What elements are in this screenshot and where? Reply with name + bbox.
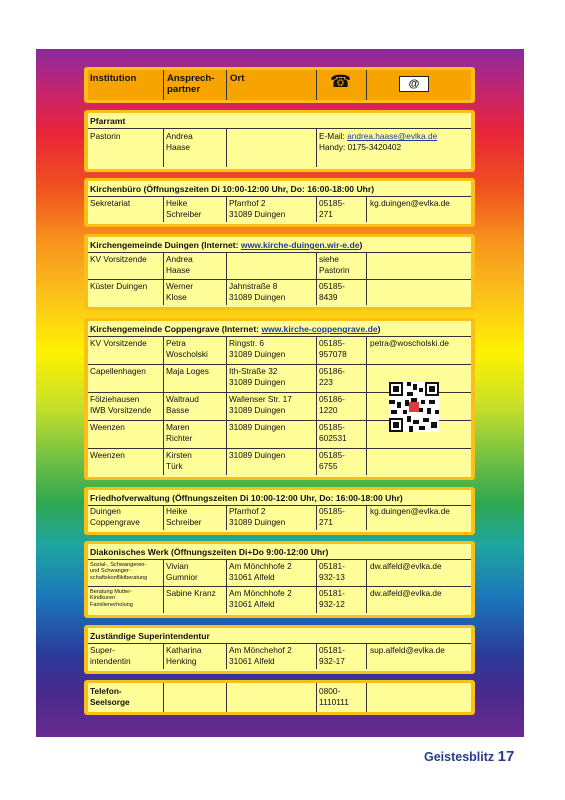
- role-cell: Sekretariat: [90, 198, 131, 208]
- role-cell: Küster Duingen: [90, 281, 148, 291]
- website-link[interactable]: www.kirche-coppengrave.de: [261, 324, 378, 334]
- phone-icon: ☎: [330, 72, 352, 91]
- phone-cell: 05186- 1220: [319, 394, 345, 416]
- name-cell: Heike Schreiber: [166, 198, 202, 220]
- email-link[interactable]: kg.duingen@evlka.de: [370, 506, 450, 516]
- role-cell: Duingen Coppengrave: [90, 506, 140, 528]
- diakonie-section: [84, 541, 475, 618]
- contact-cell: E-Mail: andrea.haase@evlka.de Handy: 0175-3420402: [319, 131, 438, 153]
- section-title: Kirchengemeinde Duingen (Internet: www.kirche-duingen.wir-e.de): [90, 240, 363, 250]
- telefonseelsorge-section: [84, 680, 475, 715]
- email-link[interactable]: dw.alfeld@evlka.de: [370, 588, 442, 598]
- footer-brand: Geistesblitz: [424, 750, 495, 764]
- name-cell: Sabine Kranz: [166, 588, 216, 598]
- section-title: Pfarramt: [90, 116, 126, 126]
- name-cell: Waltraud Basse: [166, 394, 199, 416]
- name-cell: Heike Schreiber: [166, 506, 202, 528]
- address-cell: Pfarrhof 2 31089 Duingen: [229, 198, 286, 220]
- pfarramt-section: [84, 110, 475, 172]
- kirchenbuero-section: [84, 178, 475, 227]
- section-title: Kirchengemeinde Coppengrave (Internet: www.kirche-coppengrave.de): [90, 324, 381, 334]
- phone-cell: 05185- 8439: [319, 281, 345, 303]
- section-title: Kirchenbüro (Öffnungszeiten Di 10:00-12:00 Uhr, Do: 16:00-18:00 Uhr): [90, 184, 375, 194]
- phone-cell: 05181- 932-13: [319, 561, 345, 583]
- address-cell: 31089 Duingen: [229, 450, 286, 460]
- address-cell: Am Mönchhofe 2 31061 Alfeld: [229, 561, 292, 583]
- phone-cell: 05185- 602531: [319, 422, 347, 444]
- superintendentur-section: [84, 625, 475, 674]
- role-cell: KV Vorsitzende: [90, 254, 147, 264]
- address-cell: Ringstr. 6 31089 Duingen: [229, 338, 286, 360]
- friedhof-section: [84, 487, 475, 535]
- address-cell: Wallenser Str. 17 31089 Duingen: [229, 394, 292, 416]
- email-link[interactable]: kg.duingen@evlka.de: [370, 198, 450, 208]
- telefonseelsorge-label: Telefon- Seelsorge: [90, 686, 130, 708]
- website-link[interactable]: www.kirche-duingen.wir-e.de: [240, 240, 360, 250]
- name-cell: Kirsten Türk: [166, 450, 192, 472]
- header-institution: Institution: [90, 73, 137, 84]
- role-cell: Weenzen: [90, 450, 125, 460]
- email-link[interactable]: dw.alfeld@evlka.de: [370, 561, 442, 571]
- phone-cell: 05185- 6755: [319, 450, 345, 472]
- email-link[interactable]: petra@woscholski.de: [370, 338, 449, 348]
- name-cell: Andrea Haase: [166, 131, 193, 153]
- section-title: Friedhofverwaltung (Öffnungszeiten Di 10:00-12:00 Uhr, Do: 16:00-18:00 Uhr): [90, 493, 403, 503]
- role-cell: Super- intendentin: [90, 645, 131, 667]
- qr-code[interactable]: [389, 382, 439, 432]
- role-cell: Capellenhagen: [90, 366, 146, 376]
- address-cell: Am Mönchhofe 2 31061 Alfeld: [229, 588, 292, 610]
- phone-cell: siehe Pastorin: [319, 254, 350, 276]
- duingen-section: [84, 234, 475, 310]
- phone-cell: 05185- 957078: [319, 338, 347, 360]
- name-cell: Maren Richter: [166, 422, 193, 444]
- role-cell: Weenzen: [90, 422, 125, 432]
- phone-cell: 05186- 223: [319, 366, 345, 388]
- header-row: [84, 67, 475, 103]
- phone-cell: 05185- 271: [319, 198, 345, 220]
- role-cell: KV Vorsitzende: [90, 338, 147, 348]
- phone-cell: 05185- 271: [319, 506, 345, 528]
- name-cell: Vivian Gumnior: [166, 561, 198, 583]
- name-cell: Werner Klose: [166, 281, 194, 303]
- role-cell: Pastorin: [90, 131, 121, 141]
- address-cell: Am Mönchehof 2 31061 Alfeld: [229, 645, 292, 667]
- address-cell: Pfarrhof 2 31089 Duingen: [229, 506, 286, 528]
- phone-cell: 0800- 1110111: [319, 686, 349, 708]
- name-cell: Katharina Henking: [166, 645, 202, 667]
- section-title: Zuständige Superintendentur: [90, 631, 210, 641]
- role-cell: Beratung Mutter- Kindkuren Familienerholung: [90, 589, 133, 608]
- email-link[interactable]: andrea.haase@evlka.de: [347, 131, 438, 141]
- coppengrave-section: [84, 318, 475, 480]
- role-cell: Fölziehausen IWB Vorsitzende: [90, 394, 152, 416]
- address-cell: 31089 Duingen: [229, 422, 286, 432]
- address-cell: Jahnstraße 8 31089 Duingen: [229, 281, 286, 303]
- email-link[interactable]: sup.alfeld@evlka.de: [370, 645, 445, 655]
- name-cell: Maja Loges: [166, 366, 209, 376]
- address-cell: Ith-Straße 32 31089 Duingen: [229, 366, 286, 388]
- phone-cell: 05181- 932-12: [319, 588, 345, 610]
- email-icon: @: [399, 76, 429, 92]
- page-number: 17: [497, 748, 515, 765]
- role-cell: Sozial-, Schwangeren- und Schwanger- schaftskonfliktberatung: [90, 562, 148, 581]
- header-place: Ort: [230, 73, 245, 84]
- page-footer: [424, 748, 514, 765]
- section-title: Diakonisches Werk (Öffnungszeiten Di+Do 9:00-12:00 Uhr): [90, 547, 329, 557]
- phone-cell: 05181- 932-17: [319, 645, 345, 667]
- header-contact: Ansprech- partner: [167, 73, 215, 95]
- name-cell: Petra Woscholski: [166, 338, 208, 360]
- name-cell: Andrea Haase: [166, 254, 193, 276]
